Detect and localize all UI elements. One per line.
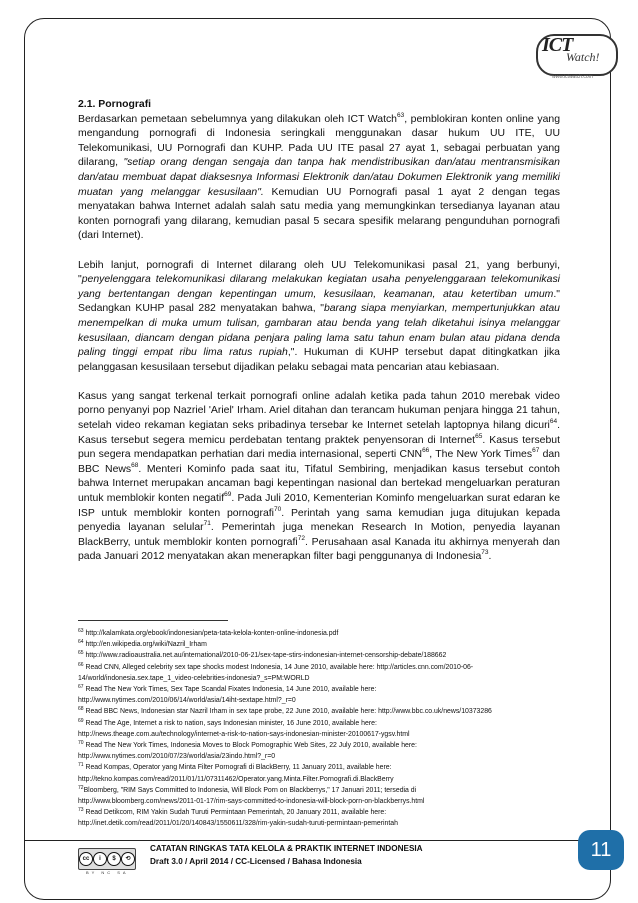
footnote-64: $^{64}$ http://en.wikipedia.org/wiki/Nazril_Irham	[78, 639, 207, 649]
footer-title: CATATAN RINGKAS TATA KELOLA & PRAKTIK INTERNET INDONESIA	[150, 844, 423, 853]
footnote-66-cont: 14/world/indonesia.sex.tape_1_video-celebrities-indonesia?_s=PM:WORLD	[78, 674, 310, 682]
footnote-67: $^{67}$ Read The New York Times, Sex Tape Scandal Fixates Indonesia, 14 June 2010, available here:	[78, 684, 377, 694]
footnote-66: $^{66}$ Read CNN, Alleged celebrity sex tape shocks modest Indonesia, 14 June 2010, available here: http://articles.cnn.com/2010-06-	[78, 661, 474, 671]
paragraph-1: Berdasarkan pemetaan sebelumnya yang dilakukan oleh ICT Watch$^{63}$, pemblokiran konten online yang mengandung pornografi di Indonesia seringkali menggunakan dasar hukum UU ITE, UU Telekomunikasi, UU Pornografi dan KUHP. Pada UU ITE pasal 27 ayat 1, sebagai perbuatan yang dilarang, "setiap orang dengan sengaja dan tanpa hak mendistribusikan dan/atau mentransmisikan dan/atau membuat dapat diaksesnya Informasi Elektronik dan/atau Dokumen Elektronik yang memiliki muatan yang melanggar kesusilaan". Kemudian UU Pornografi pasal 1 ayat 2 dengan tegas menyatakan bahwa Internet adalah salah satu media yang memungkinkan tersedianya layanan atau konten pornografi yang dilarang, kemudian pasal 5 secara spesifik melarang pengunduhan pornografi (dari Internet).	[78, 111, 561, 242]
footnote-73-cont: http://inet.detik.com/read/2011/01/20/140843/1550611/328/rim-yakin-sudah-turuti-permintaan-pemerintah	[78, 820, 398, 828]
footnotes	[78, 628, 568, 830]
ict-watch-logo: ICT Watch! www.ictwatch.com	[530, 28, 622, 80]
footnote-71: $^{71}$ Read Kompas, Operator yang Minta Filter Pornografi di BlackBerry, 11 January 2011, available here:	[78, 762, 392, 772]
section-title: 2.1. Pornografi	[78, 99, 152, 110]
footnote-69-cont: http://news.theage.com.au/technology/internet-a-risk-to-nation-says-indonesian-minister-20100617-ygsv.html	[78, 730, 410, 738]
footnote-63: $^{63}$ http://kalamkata.org/ebook/indonesian/peta-tata-kelola-konten-online-indonesia.pdf	[78, 628, 339, 637]
footer-separator	[24, 840, 586, 841]
creative-commons-icon: cc i $ ⟲	[78, 848, 136, 870]
footnote-70: $^{70}$ Read The New York Times, Indonesia Moves to Block Pornographic Web Sites, 22 July 2010, available here:	[78, 740, 417, 750]
paragraph-2: Lebih lanjut, pornografi di Internet dilarang oleh UU Telekomunikasi pasal 21, yang berbunyi, "penyelenggara telekomunikasi dilarang melakukan kegiatan usaha penyelenggaraan telekomunikasi yang bertentangan dengan kepentingan umum, kesusilaan, keamanan, atau ketertiban umum." Sedangkan KUHP pasal 282 menyatakan bahwa, "barang siapa menyiarkan, mempertunjukkan atau menempelkan di muka umum tulisan, gambaran atau benda yang telah diketahui isinya melanggar kesusilaan, diancam dengan pidana penjara paling lama satu tahun enam bulan atau pidana denda paling tinggi empat ribu lima ratus rupiah,". Hukuman di KUHP tersebut dapat ditingkatkan jika pelanggasan kesusilaan tersebut dijadikan pelaku sebagai mata pencarian atau kebiasaan.	[78, 259, 560, 373]
footnote-72-cont: http://www.bloomberg.com/news/2011-01-17/rim-says-committed-to-indonesia-will-block-porn-on-blackberrys.html	[78, 798, 425, 806]
page-number: 11	[578, 830, 624, 870]
footer-text	[150, 843, 423, 868]
main-content	[78, 98, 560, 580]
footnote-67-cont: http://www.nytimes.com/2010/06/14/world/asia/14iht-sextape.html?_r=0	[78, 697, 296, 705]
paragraph-3: Kasus yang sangat terkenal terkait pornografi online adalah ketika pada tahun 2010 merebak video porno penyanyi pop Nazriel 'Ariel' Irham. Ariel ditahan dan terancam hukuman penjara hingga 21 tahun, setelah video rekaman kegiatan seks pribadinya tersebar ke Internet setelah laptopnya hilang dicuri$^{64}$. Kasus tersebut segera memicu perdebatan tentang praktek penyensoran di Internet$^{65}$. Kasus tersebut pun segera mendapatkan perhatian dari media internasional, seperti CNN$^{66}$, The New York Times$^{67}$ dan BBC News$^{68}$. Menteri Kominfo pada saat itu, Tifatul Sembiring, menjadikan kasus tersebut contoh bahwa Internet merupakan ancaman bagi kepentingan nasional dan bertekad mengeluarkan peraturan untuk memblokir konten negatif$^{69}$. Pada Juli 2010, Kementerian Kominfo mengeluarkan surat edaran ke ISP untuk memblokir konten pornografi$^{70}$. Perintah yang sama kemudian juga ditujukan kepada penyedia layanan selular$^{71}$. Pemerintah juga menekan Research In Motion, penyedia layanan BlackBerry, untuk memblokir konten pornografi$^{72}$. Perusahaan asal Kanada itu akhirnya menyerah dan pada Januari 2012 menyatakan akan menerapkan filter bagi penggunanya di Indonesia$^{73}$.	[78, 390, 561, 563]
footnote-71-cont: http://tekno.kompas.com/read/2011/01/11/07311462/Operator.yang.Minta.Filter.Pornografi.di.BlackBerry	[78, 775, 394, 783]
footnote-68: $^{68}$ Read BBC News, Indonesian star Nazril Irham in sex tape probe, 22 June 2010, available here: http://www.bbc.co.uk/news/10373286	[78, 706, 492, 716]
footnote-separator	[78, 620, 228, 621]
footnote-70-cont: http://www.nytimes.com/2010/07/23/world/asia/23indo.html?_r=0	[78, 753, 276, 761]
footnote-69: $^{69}$ Read The Age, Internet a risk to nation, says Indonesian minister, 16 June 2010, available here:	[78, 717, 377, 727]
footnote-73: $^{73}$ Read Detikcom, RIM Yakin Sudah Turuti Permintaan Pemerintah, 20 January 2011, available here:	[78, 807, 387, 817]
footnote-72: $^{72}$Bloomberg, "RIM Says Committed to Indonesia, Will Block Porn on Blackberrys," 17 Januari 2011; tersedia di	[78, 784, 417, 794]
cc-license-labels: BY NC SA	[86, 870, 129, 875]
footer-subtitle: Draft 3.0 / April 2014 / CC-Licensed / Bahasa Indonesia	[150, 856, 362, 866]
footnote-65: $^{65}$ http://www.radioaustralia.net.au/international/2010-06-21/sex-tape-stirs-indonesian-internet-censorship-debate/188662	[78, 650, 447, 660]
